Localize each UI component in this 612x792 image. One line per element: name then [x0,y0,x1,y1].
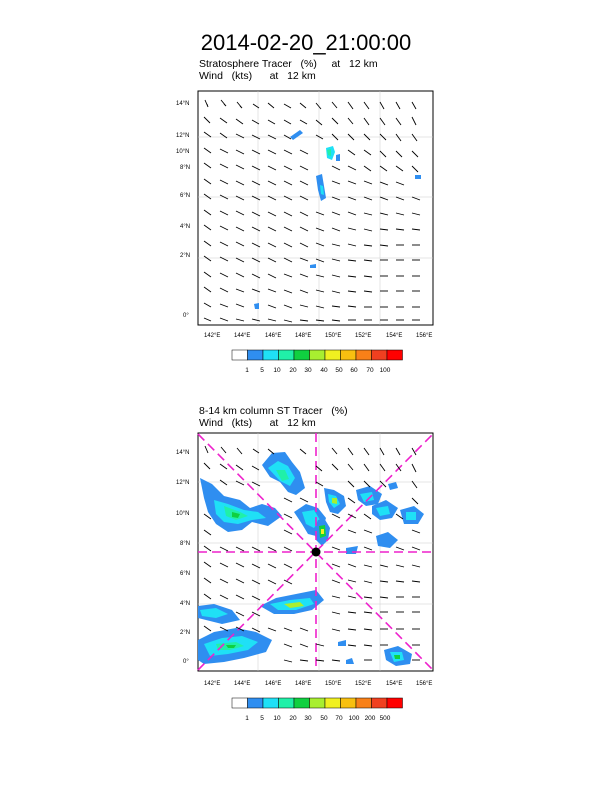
lon-tick: 148°E [295,681,312,687]
lat-tick: 12°N [176,133,190,139]
panel1-title: Stratosphere Tracer (%) at 12 km [199,58,378,70]
colorbar-cell [372,350,388,360]
lon-tick: 142°E [204,333,221,339]
colorbar-cell [356,350,372,360]
lat-tick: 0° [183,313,189,319]
lon-tick: 148°E [295,333,312,339]
tracer-patch [321,529,324,534]
lon-tick: 146°E [265,681,282,687]
lat-tick: 8°N [180,165,191,171]
lon-tick: 154°E [386,681,403,687]
panel2-map [198,433,433,671]
colorbar-label: 20 [289,715,297,722]
colorbar-cell [341,698,357,708]
colorbar-cell [387,350,403,360]
colorbar-label: 50 [320,715,328,722]
lat-tick: 2°N [180,630,191,636]
colorbar-label: 70 [366,367,374,374]
colorbar-label: 10 [273,715,281,722]
colorbar-label: 20 [289,367,297,374]
lon-tick: 152°E [355,681,372,687]
lat-tick: 6°N [180,571,191,577]
lon-tick: 156°E [416,333,433,339]
colorbar-label: 10 [273,367,281,374]
tracer-patch [394,655,400,659]
colorbar-cell [310,350,326,360]
colorbar-label: 5 [260,715,264,722]
lat-tick: 14°N [176,450,190,456]
colorbar-label: 500 [379,715,391,722]
colorbar-cell [294,698,310,708]
colorbar-cell [279,350,295,360]
colorbar-cell [279,698,295,708]
panel2-title: 8-14 km column ST Tracer (%) [199,405,348,417]
colorbar-cell [387,698,403,708]
colorbar-cell [356,698,372,708]
station-marker [312,548,321,557]
colorbar-label: 200 [364,715,376,722]
lon-tick: 150°E [325,681,342,687]
colorbar-label: 70 [335,715,343,722]
lat-tick: 2°N [180,253,191,259]
panel1-subtitle: Wind (kts) at 12 km [199,70,316,82]
tracer-patch [415,175,421,179]
panel2-colorbar [232,698,403,708]
colorbar-cell [248,350,264,360]
tracer-patch [336,154,340,161]
page-title: 2014-02-20_21:00:00 [200,30,412,55]
colorbar-label: 50 [335,367,343,374]
colorbar-cell [325,350,341,360]
colorbar-label: 100 [348,715,360,722]
colorbar-cell [248,698,264,708]
colorbar-cell [232,350,248,360]
lat-tick: 10°N [176,511,190,517]
colorbar-cell [341,350,357,360]
lon-tick: 150°E [325,333,342,339]
lon-tick: 144°E [234,681,251,687]
colorbar-label: 40 [320,367,328,374]
colorbar-label: 5 [260,367,264,374]
colorbar-cell [325,698,341,708]
lat-tick: 10°N [176,149,190,155]
colorbar-label: 1 [245,715,249,722]
lat-tick: 12°N [176,480,190,486]
lon-tick: 142°E [204,681,221,687]
colorbar-label: 30 [304,715,312,722]
panel2-subtitle: Wind (kts) at 12 km [199,417,316,429]
lat-tick: 6°N [180,193,191,199]
panel1-colorbar [232,350,403,360]
tracer-patch [406,512,416,520]
colorbar-cell [372,698,388,708]
tracer-patch [332,498,337,504]
lat-tick: 14°N [176,101,190,107]
lon-tick: 156°E [416,681,433,687]
panel1-map [198,91,433,325]
lon-tick: 144°E [234,333,251,339]
colorbar-cell [232,698,248,708]
colorbar-cell [263,698,279,708]
colorbar-cell [294,350,310,360]
lon-tick: 146°E [265,333,282,339]
lat-tick: 8°N [180,541,191,547]
colorbar-label: 1 [245,367,249,374]
colorbar-cell [263,350,279,360]
colorbar-label: 60 [350,367,358,374]
colorbar-cell [310,698,326,708]
colorbar-label: 30 [304,367,312,374]
lat-tick: 4°N [180,601,191,607]
lat-tick: 4°N [180,224,191,230]
panel1-frame [198,91,433,325]
lon-tick: 152°E [355,333,372,339]
lat-tick: 0° [183,659,189,665]
colorbar-label: 100 [379,367,391,374]
lon-tick: 154°E [386,333,403,339]
